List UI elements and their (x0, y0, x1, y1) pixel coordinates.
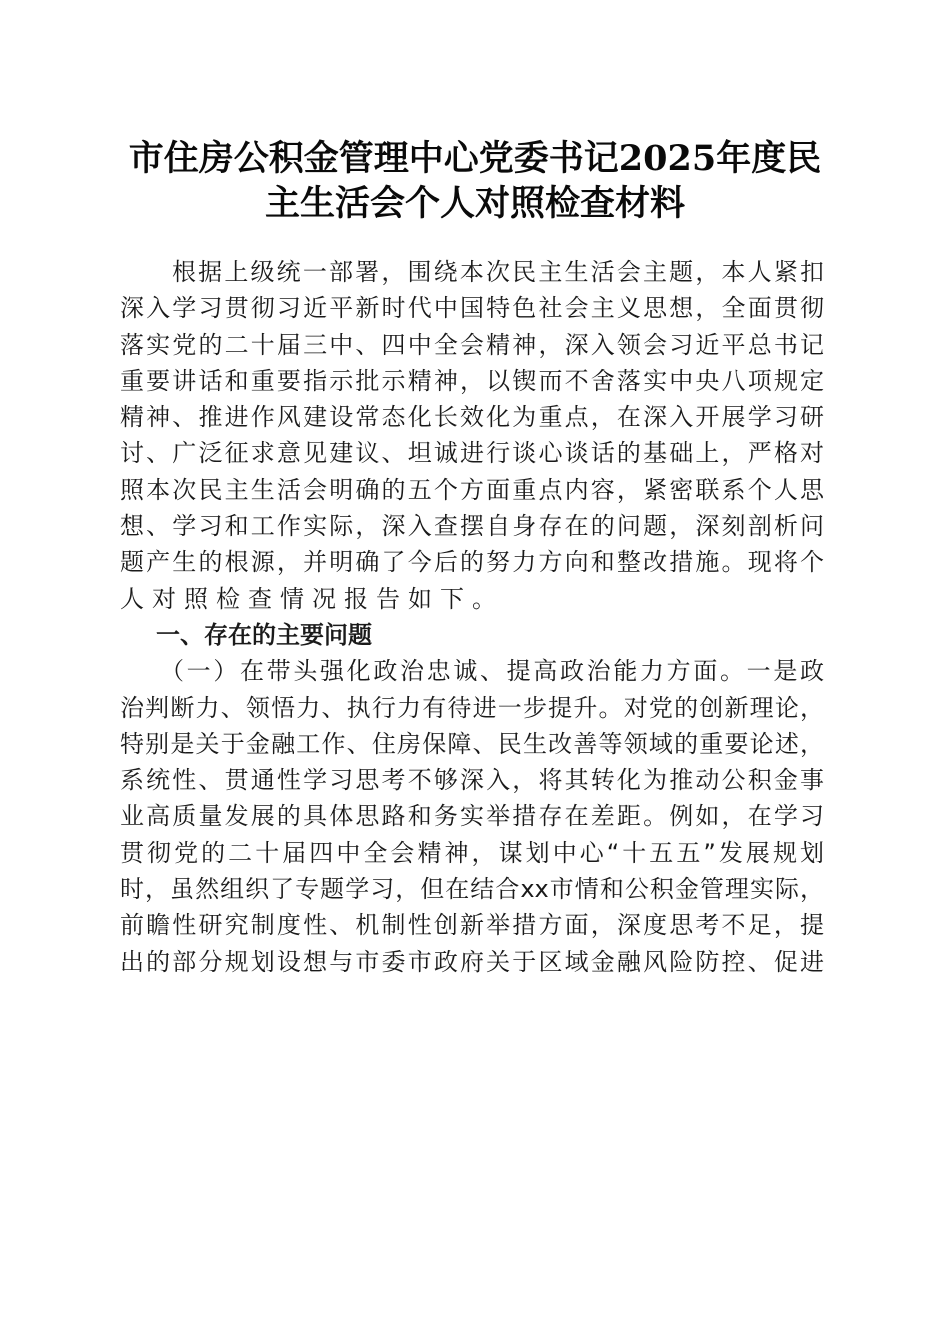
paragraph-line: 重要讲话和重要指示批示精神，以锲而不舍落实中央八项规定 (120, 366, 824, 395)
document-title (100, 136, 850, 226)
paragraph-line: 出的部分规划设想与市委市政府关于区域金融风险防控、促进 (120, 947, 824, 976)
paragraph-line: 深入学习贯彻习近平新时代中国特色社会主义思想，全面贯彻 (120, 294, 824, 323)
paragraph-line: 系统性、贯通性学习思考不够深入，将其转化为推动公积金事 (120, 766, 824, 795)
paragraph-line: 照本次民主生活会明确的五个方面重点内容，紧密联系个人思 (120, 475, 824, 504)
title-line-2: 主生活会个人对照检查材料 (264, 183, 685, 224)
paragraph-line: 贯彻党的二十届四中全会精神，谋划中心“十五五”发展规划 (120, 838, 824, 867)
paragraph-line: 讨、广泛征求意见建议、坦诚进行谈心谈话的基础上，严格对 (120, 439, 824, 468)
paragraph-line: 想、学习和工作实际，深入查摆自身存在的问题，深刻剖析问 (120, 512, 824, 541)
paragraph-line: 人对照检查情况报告如下。 (120, 584, 504, 613)
section-heading: 一、存在的主要问题 (156, 620, 372, 649)
intro-paragraph (120, 254, 824, 617)
paragraph-line: 时，虽然组织了专题学习，但在结合xx市情和公积金管理实际， (120, 875, 824, 904)
paragraph-line: 落实党的二十届三中、四中全会精神，深入领会习近平总书记 (120, 330, 824, 359)
paragraph-line: 根据上级统一部署，围绕本次民主生活会主题，本人紧扣 (172, 258, 824, 286)
paragraph-line: 前瞻性研究制度性、机制性创新举措方面，深度思考不足，提 (120, 911, 824, 940)
paragraph-line: 精神、推进作风建设常态化长效化为重点，在深入开展学习研 (120, 403, 824, 432)
paragraph-line: 特别是关于金融工作、住房保障、民生改善等领域的重要论述， (120, 729, 824, 758)
subsection-paragraph (120, 653, 824, 980)
paragraph-line: 业高质量发展的具体思路和务实举措存在差距。例如，在学习 (120, 802, 824, 831)
paragraph-line: 治判断力、领悟力、执行力有待进一步提升。对党的创新理论， (120, 693, 824, 722)
document-body (120, 254, 824, 980)
subsection-lead-line: （一）在带头强化政治忠诚、提高政治能力方面。一是政 (160, 657, 824, 686)
paragraph-line: 题产生的根源，并明确了今后的努力方向和整改措施。现将个 (120, 548, 824, 577)
title-line-1: 市住房公积金管理中心党委书记2025年度民 (128, 138, 822, 179)
